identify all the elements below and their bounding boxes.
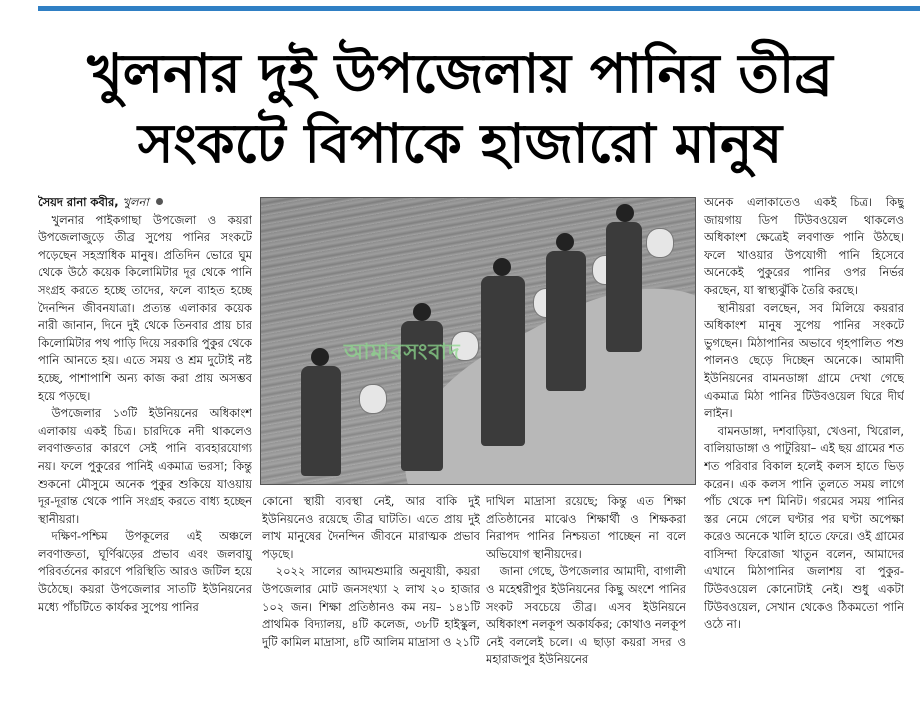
top-rule	[38, 6, 920, 11]
column-4-paragraph: অনেক এলাকাতেও একই চিত্র। কিছু জায়গায় ডিপ টিউবওয়েল থাকলেও অধিকাংশ ক্ষেত্রেই লবণাক্ত পানি উঠছে। ফলে খাওয়ার উপযোগী পানি হিসেবে অনেকেই পুকুরের পানির ওপর নির্ভর করছেন, যা স্বাস্থ্যঝুঁকি তৈরি করছে।	[704, 195, 904, 297]
byline	[38, 194, 252, 212]
column-4-paragraph: স্থানীয়রা বলছেন, সব মিলিয়ে কয়রার অধিকাংশ মানুষ সুপেয় পানির সংকটে ভুগছেন। মিঠাপানির অভাবে গৃহপালিত পশু পালনও ছেড়ে দিচ্ছেন অনেকে। আমাদী ইউনিয়নের বামনডাঙ্গা গ্রামে দেখা গেছে একমাত্র মিঠা পানির টিউবওয়েল ঘিরে দীর্ঘ লাইন।	[704, 300, 904, 421]
byline-author: সৈয়দ রানা কবীর,	[38, 195, 119, 209]
article-column-4	[704, 194, 904, 704]
headline-line-2: সংকটে বিপাকে হাজারো মানুষ	[137, 112, 783, 175]
column-2-paragraph: কোনো স্থায়ী ব্যবস্থা নেই, আর বাকি দুই ইউনিয়নেও রয়েছে তীব্র ঘাটতি। এতে প্রায় দুই লাখ মানুষের দৈনন্দিন জীবনে মারাত্মক প্রভাব পড়ছে।	[262, 494, 480, 561]
news-photo	[260, 197, 696, 485]
bullet-icon	[156, 198, 163, 205]
article-column-2	[262, 493, 480, 704]
column-2-paragraph: ২০২২ সালের আদমশুমারি অনুযায়ী, কয়রা উপজেলার মোট জনসংখ্যা ২ লাখ ২০ হাজার ১০২ জন। শিক্ষা প্রতিষ্ঠানও কম নয়– ১৪১টি প্রাথমিক বিদ্যালয়, ৪টি কলেজ, ৩৮টি হাইস্কুল, দুটি কামিল মাদ্রাসা, ৪টি আলিম মাদ্রাসা ও ২১টি	[262, 564, 480, 649]
column-4-paragraph: বামনডাঙ্গা, দশবাড়িয়া, খেওনা, খিরোল, বালিয়াডাঙ্গা ও পাটুরিয়া– এই ছয় গ্রামের শত শত পরিবার বিকাল হলেই কলস হাতে ভিড় করেন। এক কলস পানি তুলতে সময় লাগে পাঁচ থেকে দশ মিনিট। গরমের সময় পানির স্তর নেমে গেলে ঘণ্টার পর ঘণ্টা অপেক্ষা করেও অনেকে খালি হাতে ফেরে। ওই গ্রামের বাসিন্দা ফিরোজা খাতুন বলেন, আমাদের এখানে মিঠাপানির জলাশয় বা পুকুর-টিউবওয়েল কোনোটাই নেই। শুধু একটা টিউবওয়েল, সেখান থেকেও ঠিকমতো পানি ওঠে না।	[704, 423, 904, 632]
column-1-paragraph: দক্ষিণ-পশ্চিম উপকূলের এই অঞ্চলে লবণাক্ততা, ঘূর্ণিঝড়ের প্রভাব এবং জলবায়ু পরিবর্তনের কারণে পরিস্থিতি আরও জটিল হয়ে উঠেছে। কয়রা উপজেলার সাতটি ইউনিয়নের মধ্যে পাঁচটিতে কার্যকর সুপেয় পানির	[38, 529, 252, 614]
column-3-paragraph: দাখিল মাদ্রাসা রয়েছে; কিন্তু এত শিক্ষা প্রতিষ্ঠানের মাঝেও শিক্ষার্থী ও শিক্ষকরা নিরাপদ পানির নিশ্চয়তা পাচ্ছেন না বলে অভিযোগ স্থানীয়দের।	[486, 494, 686, 561]
article-column-3	[486, 493, 686, 704]
byline-place: খুলনা	[122, 195, 149, 209]
column-1-paragraph: খুলনার পাইকগাছা উপজেলা ও কয়রা উপজেলাজুড়ে তীব্র সুপেয় পানির সংকটে পড়েছেন সহস্রাধিক মানুষ। প্রতিদিন ভোরে ঘুম থেকে উঠে কয়েক কিলোমিটার দূর থেকে পানি সংগ্রহ করতে হচ্ছে তাদের, ফলে ব্যাহত হচ্ছে দৈনন্দিন জীবনযাত্রা। প্রত্যন্ত এলাকার কয়েক নারী জানান, দিনে দুই থেকে তিনবার প্রায় চার কিলোমিটার পথ পাড়ি দিয়ে সরকারি পুকুর থেকে পানি আনতে হয়। এতে সময় ও শ্রম দুটোই নষ্ট হচ্ছে, পাশাপাশি অন্য কাজ করা প্রায় অসম্ভব হয়ে পড়ছে।	[38, 212, 252, 403]
article-column-1	[38, 194, 252, 704]
column-1-paragraph: উপজেলার ১৩টি ইউনিয়নের অধিকাংশ এলাকায় একই চিত্র। চারদিকে নদী থাকলেও লবণাক্ততার কারণে সেই পানি ব্যবহারযোগ্য নয়। ফলে পুকুরের পানিই একমাত্র ভরসা; কিন্তু শুকনো মৌসুমে অনেক পুকুর শুকিয়ে যাওয়ায় দূর-দূরান্ত থেকে পানি সংগ্রহ করতে বাধ্য হচ্ছেন স্থানীয়রা।	[38, 406, 252, 526]
column-3-paragraph: জানা গেছে, উপজেলার আমাদী, বাগালী ও মহেশ্বরীপুর ইউনিয়নের কিছু অংশে পানির সংকট সবচেয়ে তীব্র। এসব ইউনিয়নে অধিকাংশ নলকূপ অকার্যকর; কোথাও নলকূপ নেই বললেই চলে। এ ছাড়া কয়রা সদর ও মহারাজপুর ইউনিয়নের	[486, 564, 686, 667]
watermark-logo: আমারসংবাদ	[344, 340, 461, 365]
headline-line-1: খুলনার দুই উপজেলায় পানির তীব্র	[87, 42, 833, 105]
